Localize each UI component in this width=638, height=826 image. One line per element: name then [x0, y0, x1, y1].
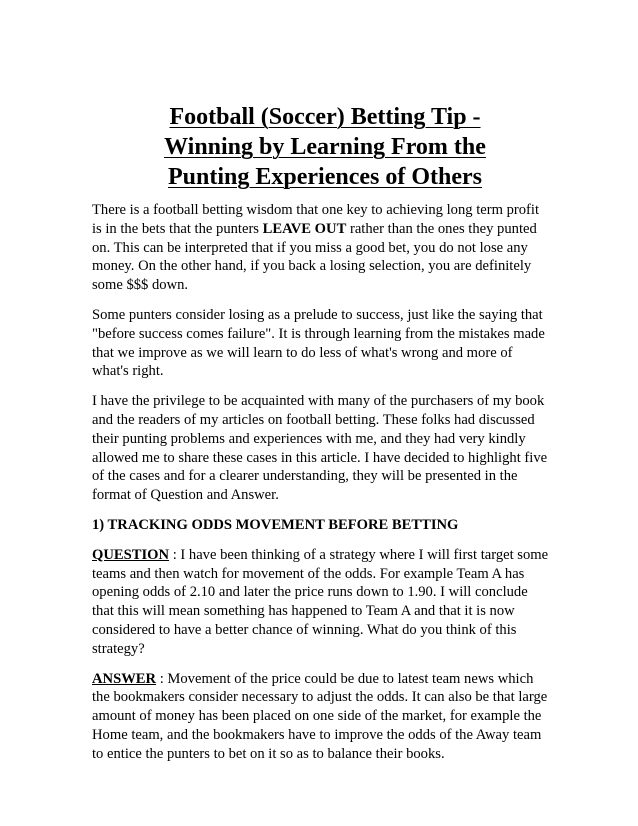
losing-prelude-paragraph: Some punters consider losing as a prelude to success, just like the saying that "before success comes failure". It is through learning from the mistakes made that we improve as we will learn to do less of what's wrong and more of what's right. — [92, 306, 545, 380]
question-text: : I have been thinking of a strategy where I will first target some teams and then watch for movement of the odds. For example Team A has opening odds of 2.10 and later the price runs down to 1.90. I will conclude that this will mean something has happened to Team A and that it is now considered to have a better chance of winning. What do you think of this strategy? — [92, 546, 549, 657]
intro-text-start: There is a football betting wisdom that one key to achieving long term profit is in the bets that the punters — [92, 202, 540, 237]
title-line-1: Football (Soccer) Betting Tip - — [169, 104, 481, 130]
answer-label: ANSWER — [92, 670, 157, 687]
title-line-3: Punting Experiences of Others — [168, 164, 482, 190]
intro-paragraph — [92, 201, 552, 295]
document-page — [92, 102, 552, 775]
document-title — [92, 102, 552, 192]
question-paragraph — [92, 546, 552, 659]
acquaintance-paragraph: I have the privilege to be acquainted with many of the purchasers of my book and the readers of my articles on football betting. These folks had discussed their punting problems and experiences with me, and they had very kindly allowed me to share these cases in this article. I have decided to highlight five of the cases and for a clearer understanding, they will be presented in the format of Question and Answer. — [92, 393, 548, 504]
leave-out-emphasis: LEAVE OUT — [262, 220, 347, 237]
section-heading-tracking-odds: 1) TRACKING ODDS MOVEMENT BEFORE BETTING — [92, 516, 459, 533]
title-line-2: Winning by Learning From the — [164, 134, 486, 160]
answer-text: : Movement of the price could be due to latest team news which the bookmakers consider necessary to adjust the odds. It can also be that large amount of money has been placed on one side of the market, for example the Home team, and the bookmakers have to improve the odds of the Away team to entice the punters to bet on it so as to balance their books. — [92, 670, 548, 762]
intro-text-end: rather than the ones they punted on. This can be interpreted that if you miss a good bet, you do not lose any money. On the other hand, if you back a losing selection, you are definitely some $$$ down. — [92, 220, 537, 294]
question-label: QUESTION — [92, 546, 170, 563]
answer-paragraph — [92, 670, 552, 764]
